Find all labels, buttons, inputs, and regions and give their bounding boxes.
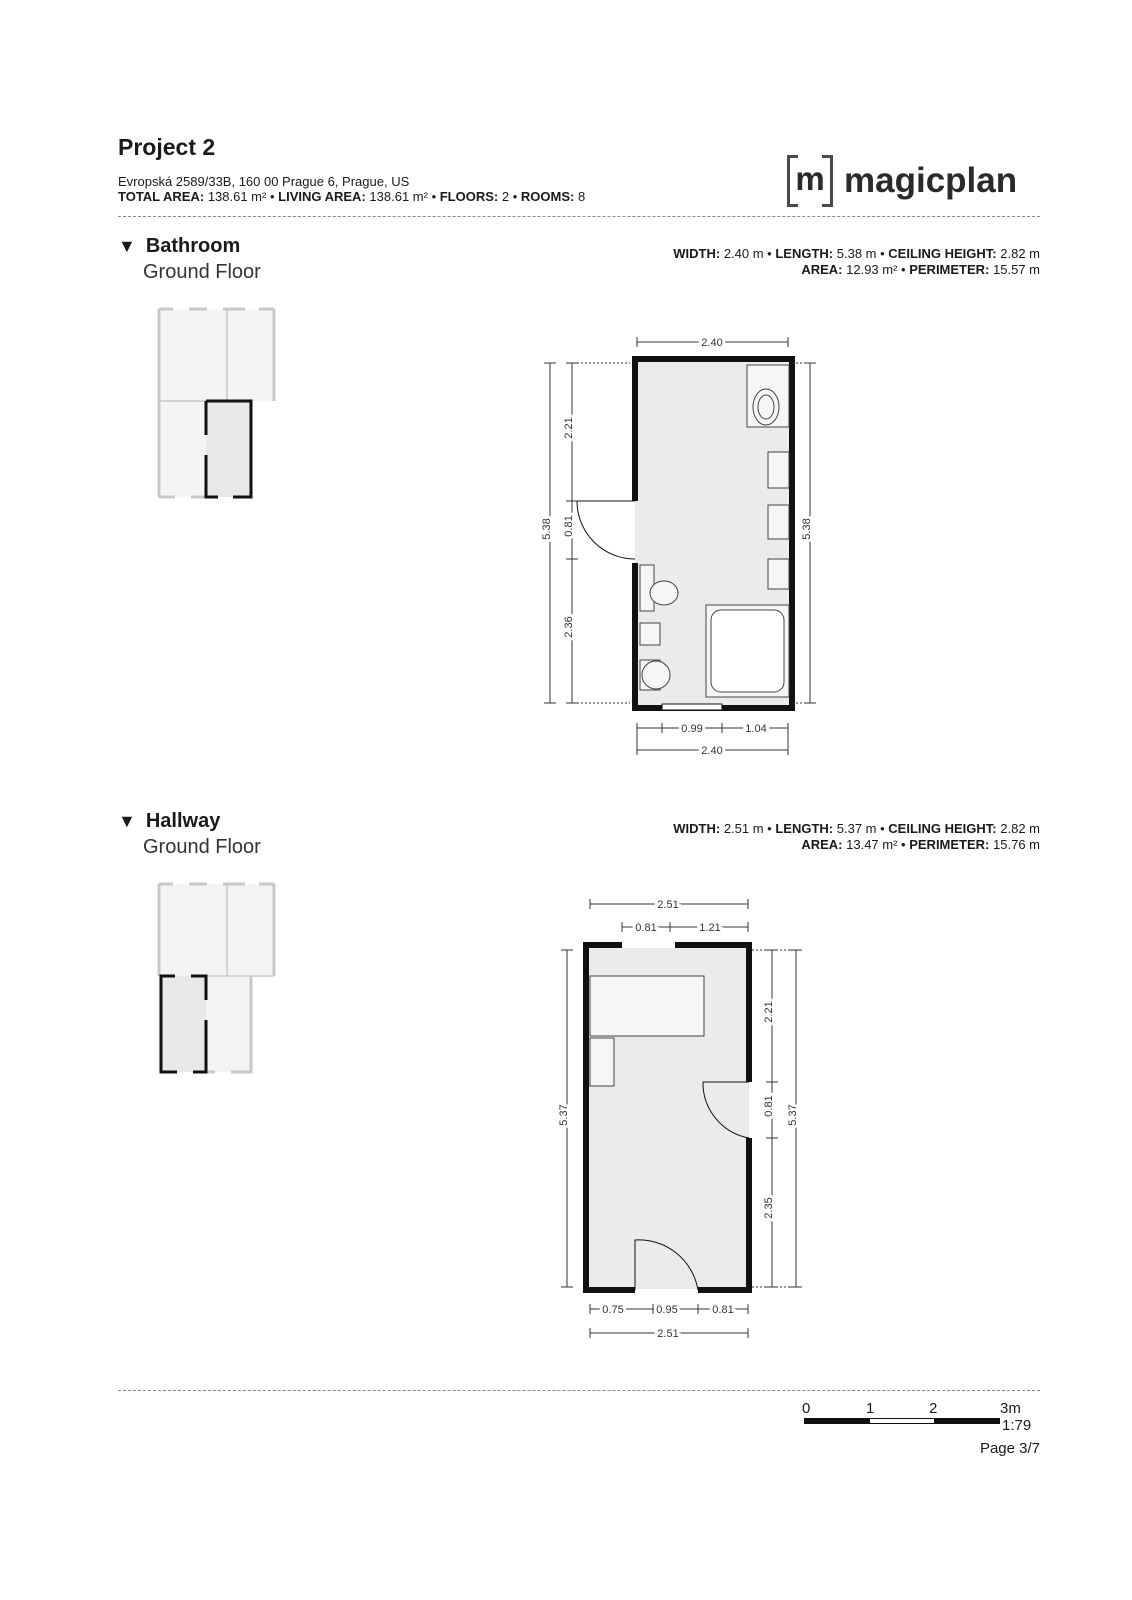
area-value: 13.47 m²	[846, 837, 898, 852]
separator: •	[876, 821, 889, 836]
dim-bottom-c: 0.81	[712, 1304, 734, 1316]
floor-plan-hallway	[540, 890, 820, 1350]
window	[662, 704, 722, 710]
cabinet	[768, 452, 789, 488]
living-area-label: LIVING AREA:	[278, 189, 366, 204]
cabinet	[590, 1038, 614, 1086]
project-summary	[118, 189, 585, 204]
room-name: Hallway	[145, 810, 221, 832]
logo-text: magicplan	[844, 161, 1018, 200]
width-label: WIDTH:	[673, 821, 721, 836]
dim-top-b: 1.21	[699, 922, 721, 934]
length-label: LENGTH:	[775, 821, 834, 836]
dim-top-total: 2.51	[657, 899, 679, 911]
dim-bottom-total: 2.40	[701, 745, 723, 757]
page-number: Page 3/7	[979, 1440, 1040, 1457]
length-value: 5.38 m	[836, 246, 877, 261]
header-divider	[118, 216, 1040, 217]
bin	[640, 623, 660, 645]
dim-left-a: 2.21	[563, 417, 575, 439]
key-plan-hallway	[155, 880, 280, 1080]
separator: •	[897, 262, 910, 277]
separator: •	[427, 189, 440, 204]
total-area-value: 138.61 m²	[207, 189, 267, 204]
total-area-label: TOTAL AREA:	[118, 189, 205, 204]
dim-left-c: 2.36	[563, 616, 575, 638]
dim-right-total: 5.37	[787, 1104, 799, 1126]
scale-segments	[804, 1418, 1000, 1424]
ceiling-value: 2.82 m	[1000, 246, 1040, 261]
sink-icon	[753, 389, 779, 425]
perimeter-label: PERIMETER:	[909, 837, 990, 852]
dim-right-c: 2.35	[763, 1197, 775, 1219]
room-name: Bathroom	[145, 235, 241, 257]
room-dimensions-bathroom	[673, 246, 1040, 278]
key-plan-bathroom	[155, 305, 280, 505]
ceiling-label: CEILING HEIGHT:	[888, 246, 997, 261]
collapse-triangle-icon: ▼	[118, 811, 136, 831]
room-title-hallway	[118, 810, 220, 833]
dim-left-total: 5.37	[558, 1104, 570, 1126]
dim-bottom-a: 0.99	[681, 723, 703, 735]
dim-bottom-b: 1.04	[745, 723, 767, 735]
perimeter-value: 15.57 m	[993, 262, 1040, 277]
room-floor-bathroom: Ground Floor	[143, 261, 261, 283]
area-label: AREA:	[801, 837, 843, 852]
length-value: 5.37 m	[836, 821, 877, 836]
rooms-value: 8	[577, 189, 586, 204]
separator: •	[266, 189, 279, 204]
dim-bottom-total: 2.51	[657, 1328, 679, 1340]
width-value: 2.40 m	[723, 246, 764, 261]
perimeter-label: PERIMETER:	[909, 262, 990, 277]
rooms-label: ROOMS:	[520, 189, 575, 204]
area-value: 12.93 m²	[846, 262, 898, 277]
ceiling-value: 2.82 m	[1000, 821, 1040, 836]
separator: •	[763, 821, 776, 836]
room-dimensions-hallway	[673, 821, 1040, 853]
floor-plan-bathroom	[530, 325, 830, 775]
floors-label: FLOORS:	[439, 189, 499, 204]
scale-tick-label: 0	[802, 1400, 811, 1417]
separator: •	[876, 246, 889, 261]
scale-tick-label: 1	[866, 1400, 875, 1417]
separator: •	[897, 837, 910, 852]
width-label: WIDTH:	[673, 246, 721, 261]
logo-letter: m	[795, 160, 825, 197]
toilet-icon	[650, 581, 678, 605]
dim-left-total: 5.38	[541, 518, 553, 540]
perimeter-value: 15.76 m	[993, 837, 1040, 852]
scale-tick-label: 2	[929, 1400, 938, 1417]
dim-right-a: 2.21	[763, 1001, 775, 1023]
dim-right-b: 0.81	[763, 1095, 775, 1117]
dim-top-a: 0.81	[635, 922, 657, 934]
floors-value: 2	[501, 189, 510, 204]
dim-left-b: 0.81	[563, 515, 575, 537]
shower-fixture	[768, 505, 789, 539]
dim-bottom-b: 0.95	[656, 1304, 678, 1316]
dim-bottom-a: 0.75	[602, 1304, 624, 1316]
project-title: Project 2	[118, 134, 216, 160]
scale-ratio: 1:79	[1002, 1417, 1032, 1434]
ceiling-label: CEILING HEIGHT:	[888, 821, 997, 836]
scale-tick-label: 3m	[1000, 1400, 1021, 1417]
dim-right-total: 5.38	[801, 518, 813, 540]
length-label: LENGTH:	[775, 246, 834, 261]
collapse-triangle-icon: ▼	[118, 236, 136, 256]
separator: •	[509, 189, 521, 204]
wardrobe	[590, 976, 704, 1036]
footer-divider	[118, 1390, 1040, 1391]
cabinet	[768, 559, 789, 589]
door-swing-icon	[577, 501, 635, 559]
area-label: AREA:	[801, 262, 843, 277]
project-address: Evropská 2589/33B, 160 00 Prague 6, Prague, US	[118, 174, 410, 189]
living-area-value: 138.61 m²	[369, 189, 428, 204]
room-floor-hallway: Ground Floor	[143, 836, 261, 858]
width-value: 2.51 m	[723, 821, 764, 836]
room-title-bathroom	[118, 235, 240, 258]
dim-top: 2.40	[701, 337, 723, 349]
separator: •	[763, 246, 776, 261]
